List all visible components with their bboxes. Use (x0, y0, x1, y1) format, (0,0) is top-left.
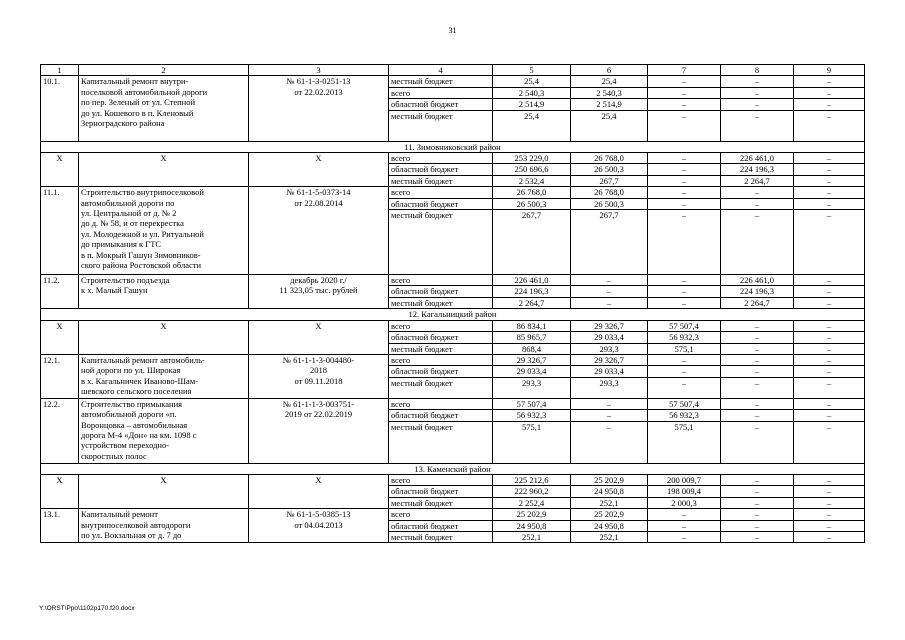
funding-source: всего (389, 153, 493, 164)
value-cell: 25 202,9 (571, 509, 648, 520)
value-cell: – (794, 153, 865, 164)
item-document: № 61-1-1-3-003751- 2019 от 22.02.2019 (249, 398, 389, 463)
value-cell: 2 264,7 (721, 175, 794, 186)
value-cell: 250 696,6 (493, 164, 571, 175)
x-mark: Х (41, 153, 79, 187)
value-cell: 57 507,4 (493, 398, 571, 409)
value-cell: 26 500,3 (571, 164, 648, 175)
value-cell: – (794, 187, 865, 198)
value-cell: 293,3 (493, 377, 571, 398)
funding-source: местный бюджет (389, 110, 493, 141)
funding-source: областной бюджет (389, 366, 493, 377)
funding-source: всего (389, 87, 493, 98)
financing-table (40, 64, 865, 543)
item-number: 12.1. (41, 354, 79, 398)
x-mark: Х (79, 474, 249, 508)
x-mark: Х (249, 153, 389, 187)
value-cell: – (794, 175, 865, 186)
item-document: декабрь 2020 г./ 11 323,05 тыс. рублей (249, 275, 389, 309)
item-number: 11.2. (41, 275, 79, 309)
value-cell: 24 950,8 (571, 486, 648, 497)
value-cell: – (794, 110, 865, 141)
value-cell: – (571, 286, 648, 297)
value-cell: 2 264,7 (721, 297, 794, 308)
funding-source: местный бюджет (389, 421, 493, 463)
value-cell: – (721, 187, 794, 198)
item-document: № 61-1-3-0251-13 от 22.02.2013 (249, 76, 389, 141)
value-cell: 2 532,4 (493, 175, 571, 186)
value-cell: 25,4 (571, 110, 648, 141)
value-cell: 253 229,0 (493, 153, 571, 164)
value-cell: – (648, 286, 721, 297)
value-cell: 29 326,7 (571, 320, 648, 331)
value-cell: – (571, 410, 648, 421)
value-cell: – (648, 76, 721, 87)
value-cell: 57 507,4 (648, 320, 721, 331)
column-header-row (41, 65, 865, 76)
value-cell: 26 500,3 (571, 198, 648, 209)
section-title: 12. Кагальницкий район (41, 309, 865, 320)
value-cell: – (794, 410, 865, 421)
value-cell: 198 009,4 (648, 486, 721, 497)
value-cell: – (794, 164, 865, 175)
value-cell: 29 033,4 (571, 366, 648, 377)
item-number: 13.1. (41, 509, 79, 543)
funding-source: областной бюджет (389, 520, 493, 531)
section-row (41, 141, 865, 152)
value-cell: 222 960,2 (493, 486, 571, 497)
value-cell: 252,1 (571, 497, 648, 508)
value-cell: – (721, 531, 794, 542)
value-cell: – (794, 286, 865, 297)
funding-source: областной бюджет (389, 410, 493, 421)
value-cell: – (648, 509, 721, 520)
value-cell: 2 264,7 (493, 297, 571, 308)
funding-source: всего (389, 275, 493, 286)
table-row (41, 509, 865, 520)
value-cell: – (721, 354, 794, 365)
value-cell: – (794, 297, 865, 308)
value-cell: – (721, 509, 794, 520)
value-cell: – (794, 210, 865, 275)
funding-source: местный бюджет (389, 377, 493, 398)
value-cell: – (794, 509, 865, 520)
value-cell: 293,3 (571, 377, 648, 398)
value-cell: – (721, 497, 794, 508)
table-row (41, 320, 865, 331)
column-header: 4 (389, 65, 493, 76)
funding-source: всего (389, 509, 493, 520)
value-cell: 224 196,3 (493, 286, 571, 297)
column-header: 1 (41, 65, 79, 76)
value-cell: 25,4 (571, 76, 648, 87)
value-cell: – (794, 76, 865, 87)
funding-source: областной бюджет (389, 99, 493, 110)
value-cell: – (571, 421, 648, 463)
value-cell: 56 932,3 (648, 332, 721, 343)
funding-source: местный бюджет (389, 531, 493, 542)
value-cell: 25 202,9 (493, 509, 571, 520)
value-cell: 226 461,0 (721, 153, 794, 164)
value-cell: – (648, 366, 721, 377)
value-cell: 575,1 (648, 343, 721, 354)
value-cell: – (648, 275, 721, 286)
value-cell: – (794, 343, 865, 354)
funding-source: местный бюджет (389, 76, 493, 87)
x-mark: Х (249, 320, 389, 354)
table-row (41, 275, 865, 286)
funding-source: местный бюджет (389, 497, 493, 508)
value-cell: 2 540,3 (493, 87, 571, 98)
page-number: 31 (448, 26, 457, 35)
value-cell: 26 768,0 (493, 187, 571, 198)
value-cell: – (721, 410, 794, 421)
value-cell: – (648, 354, 721, 365)
value-cell: – (794, 320, 865, 331)
file-path-footer: Y:\ORST\Ppo\1102p170.f20.docx (39, 605, 135, 612)
column-header: 8 (721, 65, 794, 76)
value-cell: 2 252,4 (493, 497, 571, 508)
table-row (41, 398, 865, 409)
value-cell: – (794, 366, 865, 377)
value-cell: 575,1 (648, 421, 721, 463)
value-cell: 200 009,7 (648, 474, 721, 485)
funding-source: всего (389, 398, 493, 409)
value-cell: 293,3 (571, 343, 648, 354)
value-cell: – (721, 110, 794, 141)
funding-source: всего (389, 320, 493, 331)
value-cell: – (571, 275, 648, 286)
column-header: 6 (571, 65, 648, 76)
value-cell: 267,7 (571, 210, 648, 275)
value-cell: – (721, 474, 794, 485)
table-row (41, 354, 865, 365)
funding-source: всего (389, 354, 493, 365)
value-cell: – (721, 398, 794, 409)
value-cell: – (794, 275, 865, 286)
funding-source: местный бюджет (389, 343, 493, 354)
value-cell: 224 196,3 (721, 164, 794, 175)
column-header: 5 (493, 65, 571, 76)
value-cell: – (648, 87, 721, 98)
funding-source: областной бюджет (389, 332, 493, 343)
value-cell: – (648, 531, 721, 542)
value-cell: – (721, 99, 794, 110)
funding-source: областной бюджет (389, 164, 493, 175)
funding-source: местный бюджет (389, 210, 493, 275)
item-number: 10.1. (41, 76, 79, 141)
funding-source: местный бюджет (389, 175, 493, 186)
value-cell: – (721, 421, 794, 463)
x-mark: Х (79, 153, 249, 187)
value-cell: 267,7 (493, 210, 571, 275)
item-name: Строительство примыкания автомобильной дороги «п. Воронцовка – автомобильная дорога М-4 «Дон» на км. 1098 с устройством переходно- скоростных полос (79, 398, 249, 463)
value-cell: 225 212,6 (493, 474, 571, 485)
value-cell: 56 932,3 (648, 410, 721, 421)
value-cell: – (648, 377, 721, 398)
column-header: 2 (79, 65, 249, 76)
value-cell: 2 514,9 (493, 99, 571, 110)
value-cell: 224 196,3 (721, 286, 794, 297)
value-cell: – (721, 87, 794, 98)
value-cell: 29 326,7 (493, 354, 571, 365)
x-mark: Х (79, 320, 249, 354)
item-name: Капитальный ремонт автомобиль- ной дороги по ул. Широкая в х. Кагальничек Иваново-Шам- шевского сельского поселения (79, 354, 249, 398)
value-cell: 29 033,4 (493, 366, 571, 377)
value-cell: 226 461,0 (721, 275, 794, 286)
item-document: № 61-1-1-3-004480- 2018 от 09.11.2018 (249, 354, 389, 398)
value-cell: – (721, 486, 794, 497)
value-cell: 57 507,4 (648, 398, 721, 409)
item-name: Капитальный ремонт внутрипоселковой автодороги по ул. Вокзальная от д. 7 до (79, 509, 249, 543)
value-cell: 267,7 (571, 175, 648, 186)
column-header: 7 (648, 65, 721, 76)
value-cell: – (571, 398, 648, 409)
value-cell: 26 500,3 (493, 198, 571, 209)
value-cell: 25,4 (493, 110, 571, 141)
value-cell: – (648, 110, 721, 141)
value-cell: – (721, 320, 794, 331)
value-cell: 26 768,0 (571, 187, 648, 198)
table-row (41, 474, 865, 485)
value-cell: – (648, 175, 721, 186)
funding-source: местный бюджет (389, 297, 493, 308)
value-cell: – (648, 99, 721, 110)
value-cell: 86 834,1 (493, 320, 571, 331)
value-cell: – (721, 210, 794, 275)
value-cell: 2 000,3 (648, 497, 721, 508)
value-cell: – (721, 332, 794, 343)
section-title: 13. Каменский район (41, 463, 865, 474)
value-cell: – (648, 297, 721, 308)
value-cell: – (794, 354, 865, 365)
funding-source: всего (389, 474, 493, 485)
value-cell: – (794, 99, 865, 110)
value-cell: – (794, 520, 865, 531)
value-cell: – (648, 164, 721, 175)
value-cell: – (648, 153, 721, 164)
value-cell: 2 540,3 (571, 87, 648, 98)
section-row (41, 463, 865, 474)
value-cell: 56 932,3 (493, 410, 571, 421)
value-cell: – (794, 531, 865, 542)
value-cell: 24 950,8 (571, 520, 648, 531)
value-cell: 868,4 (493, 343, 571, 354)
value-cell: – (648, 187, 721, 198)
value-cell: – (721, 198, 794, 209)
section-row (41, 309, 865, 320)
funding-source: всего (389, 187, 493, 198)
column-header: 9 (794, 65, 865, 76)
value-cell: 226 461,0 (493, 275, 571, 286)
item-name: Капитальный ремонт внутри- поселковой автомобильной дороги по пер. Зеленый от ул. Степной до ул. Кошевого в п. Кленовый Зерноградского района (79, 76, 249, 141)
value-cell: – (721, 366, 794, 377)
value-cell: – (648, 520, 721, 531)
column-header: 3 (249, 65, 389, 76)
value-cell: – (721, 76, 794, 87)
value-cell: – (794, 421, 865, 463)
value-cell: 252,1 (571, 531, 648, 542)
value-cell: – (794, 198, 865, 209)
value-cell: 85 965,7 (493, 332, 571, 343)
value-cell: – (794, 398, 865, 409)
value-cell: – (721, 343, 794, 354)
value-cell: – (794, 87, 865, 98)
value-cell: 24 950,8 (493, 520, 571, 531)
value-cell: – (721, 520, 794, 531)
value-cell: 252,1 (493, 531, 571, 542)
value-cell: 2 514,9 (571, 99, 648, 110)
value-cell: – (794, 474, 865, 485)
section-title: 11. Зимовниковский район (41, 141, 865, 152)
value-cell: 575,1 (493, 421, 571, 463)
value-cell: 29 326,7 (571, 354, 648, 365)
value-cell: – (648, 198, 721, 209)
funding-source: областной бюджет (389, 286, 493, 297)
table-row (41, 153, 865, 164)
item-document: № 61-1-5-0385-13 от 04.04.2013 (249, 509, 389, 543)
value-cell: – (571, 297, 648, 308)
x-mark: Х (249, 474, 389, 508)
funding-source: областной бюджет (389, 198, 493, 209)
table-row (41, 76, 865, 87)
value-cell: – (794, 377, 865, 398)
value-cell: 26 768,0 (571, 153, 648, 164)
value-cell: – (794, 332, 865, 343)
x-mark: Х (41, 474, 79, 508)
value-cell: 29 033,4 (571, 332, 648, 343)
table-row (41, 187, 865, 198)
item-name: Строительство подъезда к х. Малый Гашун (79, 275, 249, 309)
value-cell: – (794, 486, 865, 497)
value-cell: 25,4 (493, 76, 571, 87)
x-mark: Х (41, 320, 79, 354)
item-name: Строительство внутрипоселковой автомобильной дороги по ул. Центральной от д. № 2 до д. № 58, и от перекрестка ул. Молодежной и ул. Ритуальной до примыкания к ГТС в п. Мокрый Гашун Зимовников- ского района Ростовской области (79, 187, 249, 275)
funding-source: областной бюджет (389, 486, 493, 497)
value-cell: 25 202,9 (571, 474, 648, 485)
item-number: 11.1. (41, 187, 79, 275)
value-cell: – (794, 497, 865, 508)
value-cell: – (648, 210, 721, 275)
item-number: 12.2. (41, 398, 79, 463)
item-document: № 61-1-5-0373-14 от 22.08.2014 (249, 187, 389, 275)
value-cell: – (721, 377, 794, 398)
